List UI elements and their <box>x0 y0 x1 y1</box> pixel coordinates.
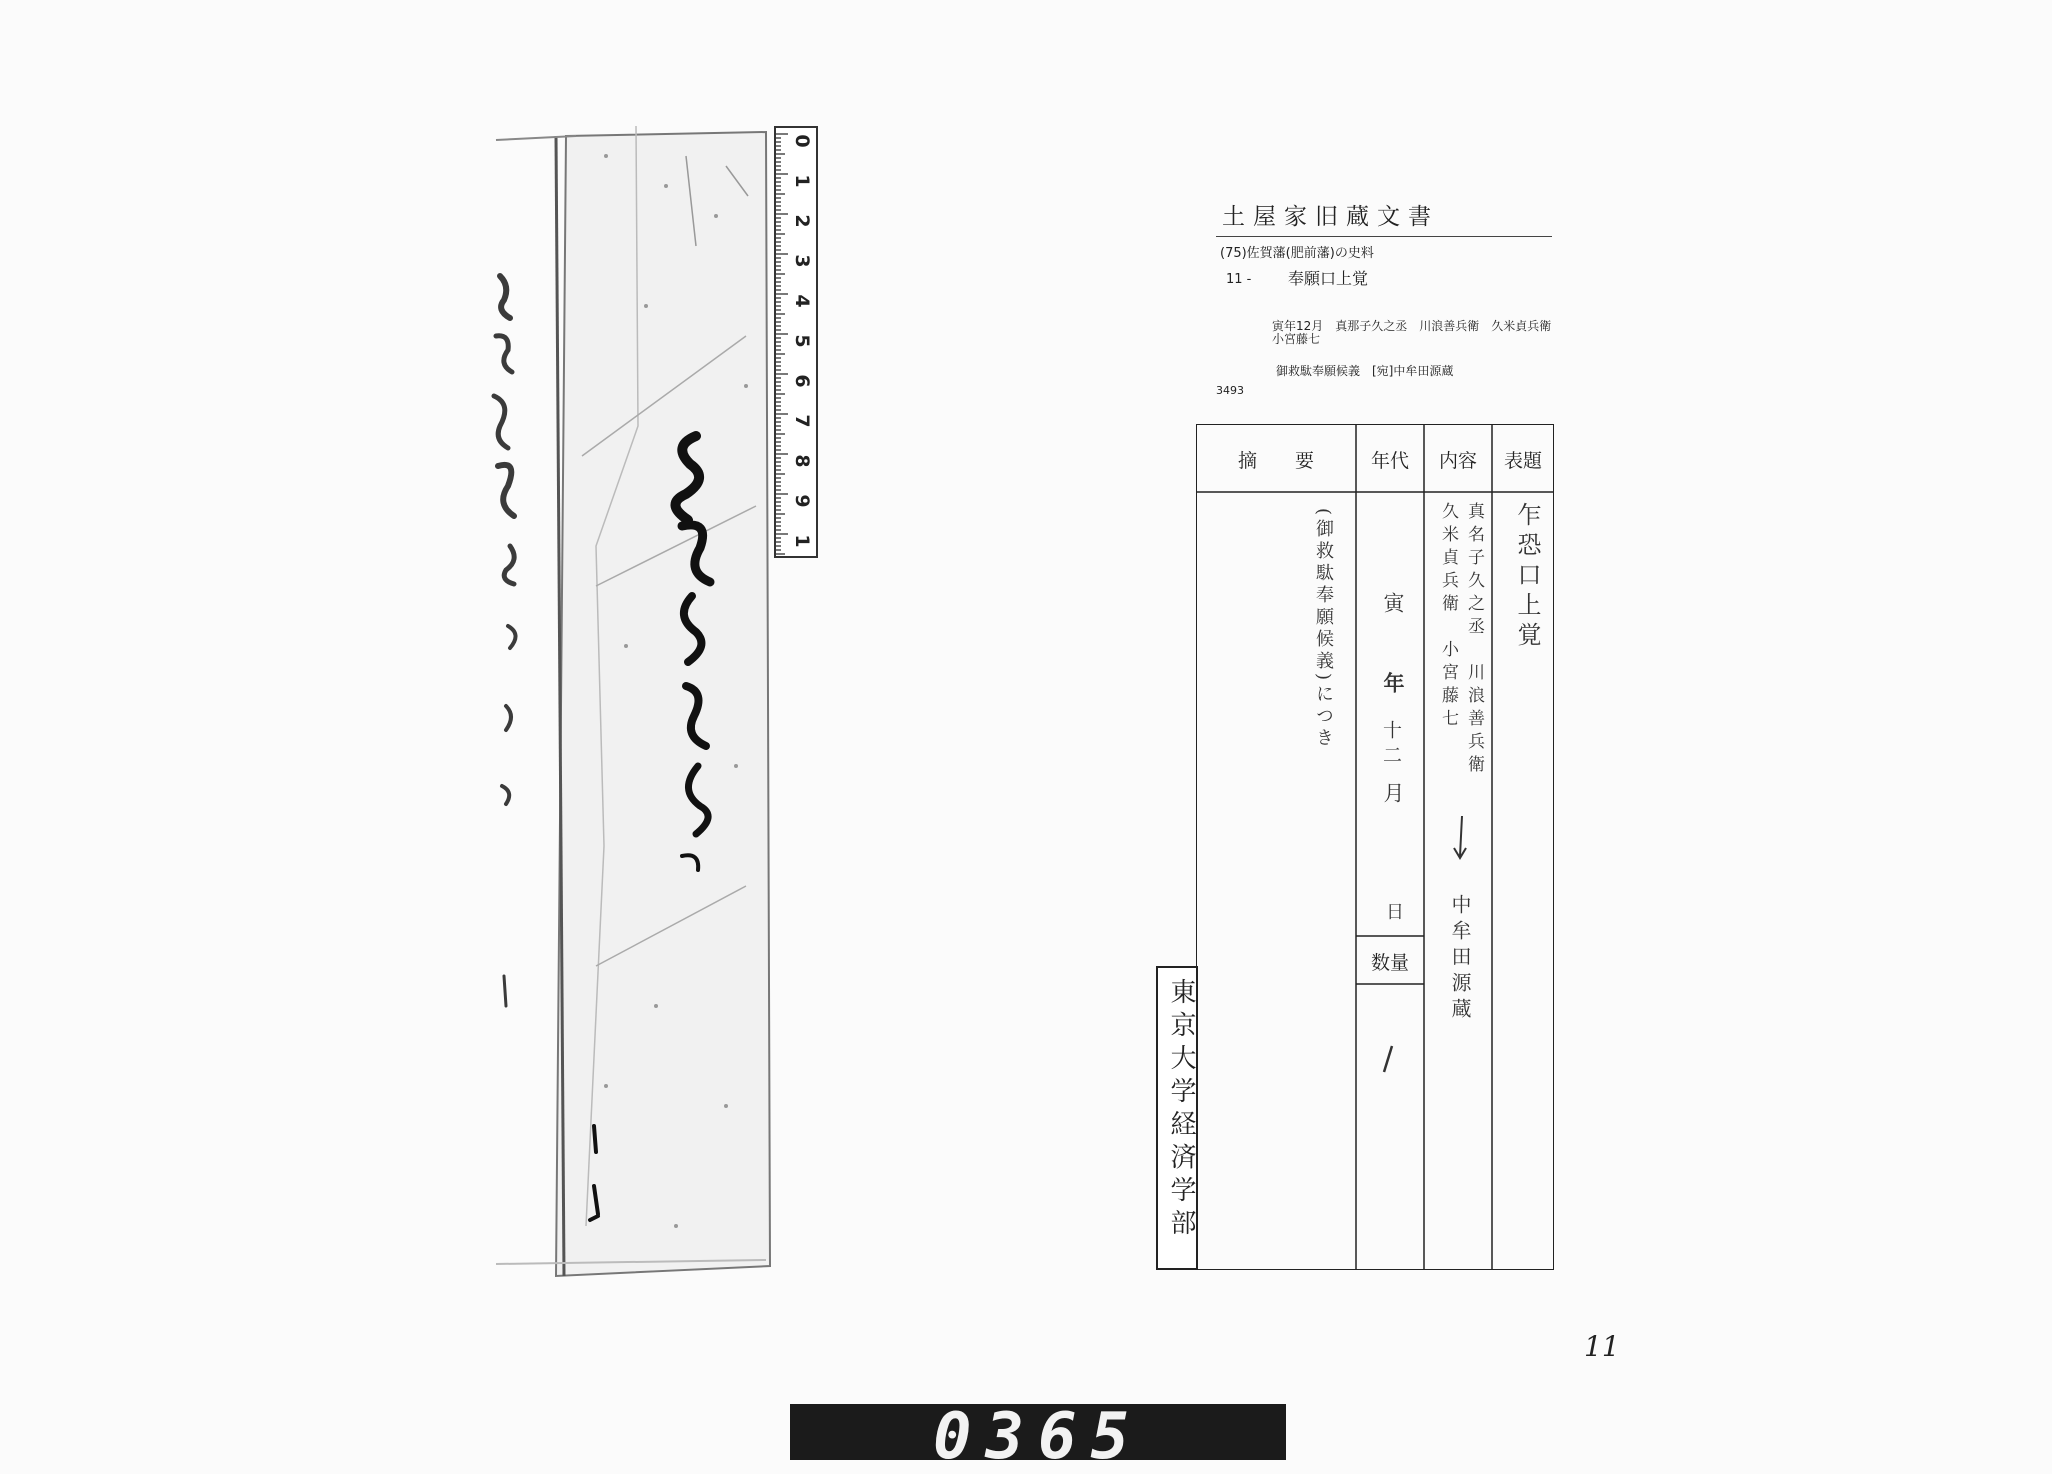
content-value-col2: 久米貞兵衛 小宮藤七 <box>1438 502 1458 732</box>
content-value-col1: 真名子久之丞 川浪善兵衛 <box>1464 502 1484 778</box>
ruler-number: 5 <box>791 334 813 348</box>
detail-line-authors: 寅年12月 真那子久之丞 川浪善兵衛 久米貞兵衛 小宮藤七 <box>1272 319 1564 346</box>
ruler-number: 1 <box>791 174 813 188</box>
frame-counter-number: 0365 <box>932 1400 1144 1474</box>
handwritten-page-mark: 11 <box>1584 1330 1620 1363</box>
ruler-number: 1 <box>791 534 813 548</box>
item-title: 奉願口上覚 <box>1288 269 1369 288</box>
date-month-unit: 月 <box>1381 782 1405 809</box>
ruler-number: 0 <box>791 134 813 148</box>
catalog-table <box>1196 424 1554 1270</box>
ruler-number: 9 <box>791 494 813 508</box>
title-value: 乍恐口上覚 <box>1513 502 1541 652</box>
scanned-document-strip <box>486 126 776 1286</box>
title-rule <box>1216 236 1552 237</box>
table-grid-lines <box>1196 424 1554 1270</box>
header-content: 内容 <box>1438 450 1477 472</box>
collection-title: 土屋家旧蔵文書 <box>1222 204 1439 230</box>
catalog-code: 3493 <box>1216 384 1244 397</box>
ruler-number: 7 <box>791 414 813 428</box>
ruler-number: 2 <box>791 214 813 228</box>
item-number: 11 - <box>1226 272 1252 287</box>
header-title: 表題 <box>1503 450 1542 472</box>
header-summary: 摘 要 <box>1237 450 1314 472</box>
date-year: 年 <box>1381 672 1406 699</box>
content-value-recipient: 中牟田源蔵 <box>1448 894 1472 1024</box>
detail-line-subject: 御救駄奉願候義 [宛]中牟田源蔵 <box>1276 364 1454 378</box>
ruler-number: 6 <box>791 374 813 388</box>
frame-counter <box>790 1400 1286 1474</box>
measurement-ruler <box>774 126 818 558</box>
university-stamp <box>1156 966 1198 1270</box>
series-label: (75)佐賀藩(肥前藩)の史料 <box>1220 246 1374 261</box>
ruler-number: 4 <box>791 294 813 308</box>
date-day: 日 <box>1383 902 1404 926</box>
summary-value: (御救駄奉願候義)につき <box>1313 508 1334 751</box>
ruler-number: 8 <box>791 454 813 468</box>
ruler-number: 3 <box>791 254 813 268</box>
header-quantity: 数量 <box>1370 952 1409 974</box>
stamp-text: 東京大学経済学部 <box>1166 978 1196 1242</box>
date-month: 十二 <box>1380 720 1402 770</box>
header-date: 年代 <box>1370 450 1409 472</box>
date-era: 寅 <box>1381 592 1405 619</box>
